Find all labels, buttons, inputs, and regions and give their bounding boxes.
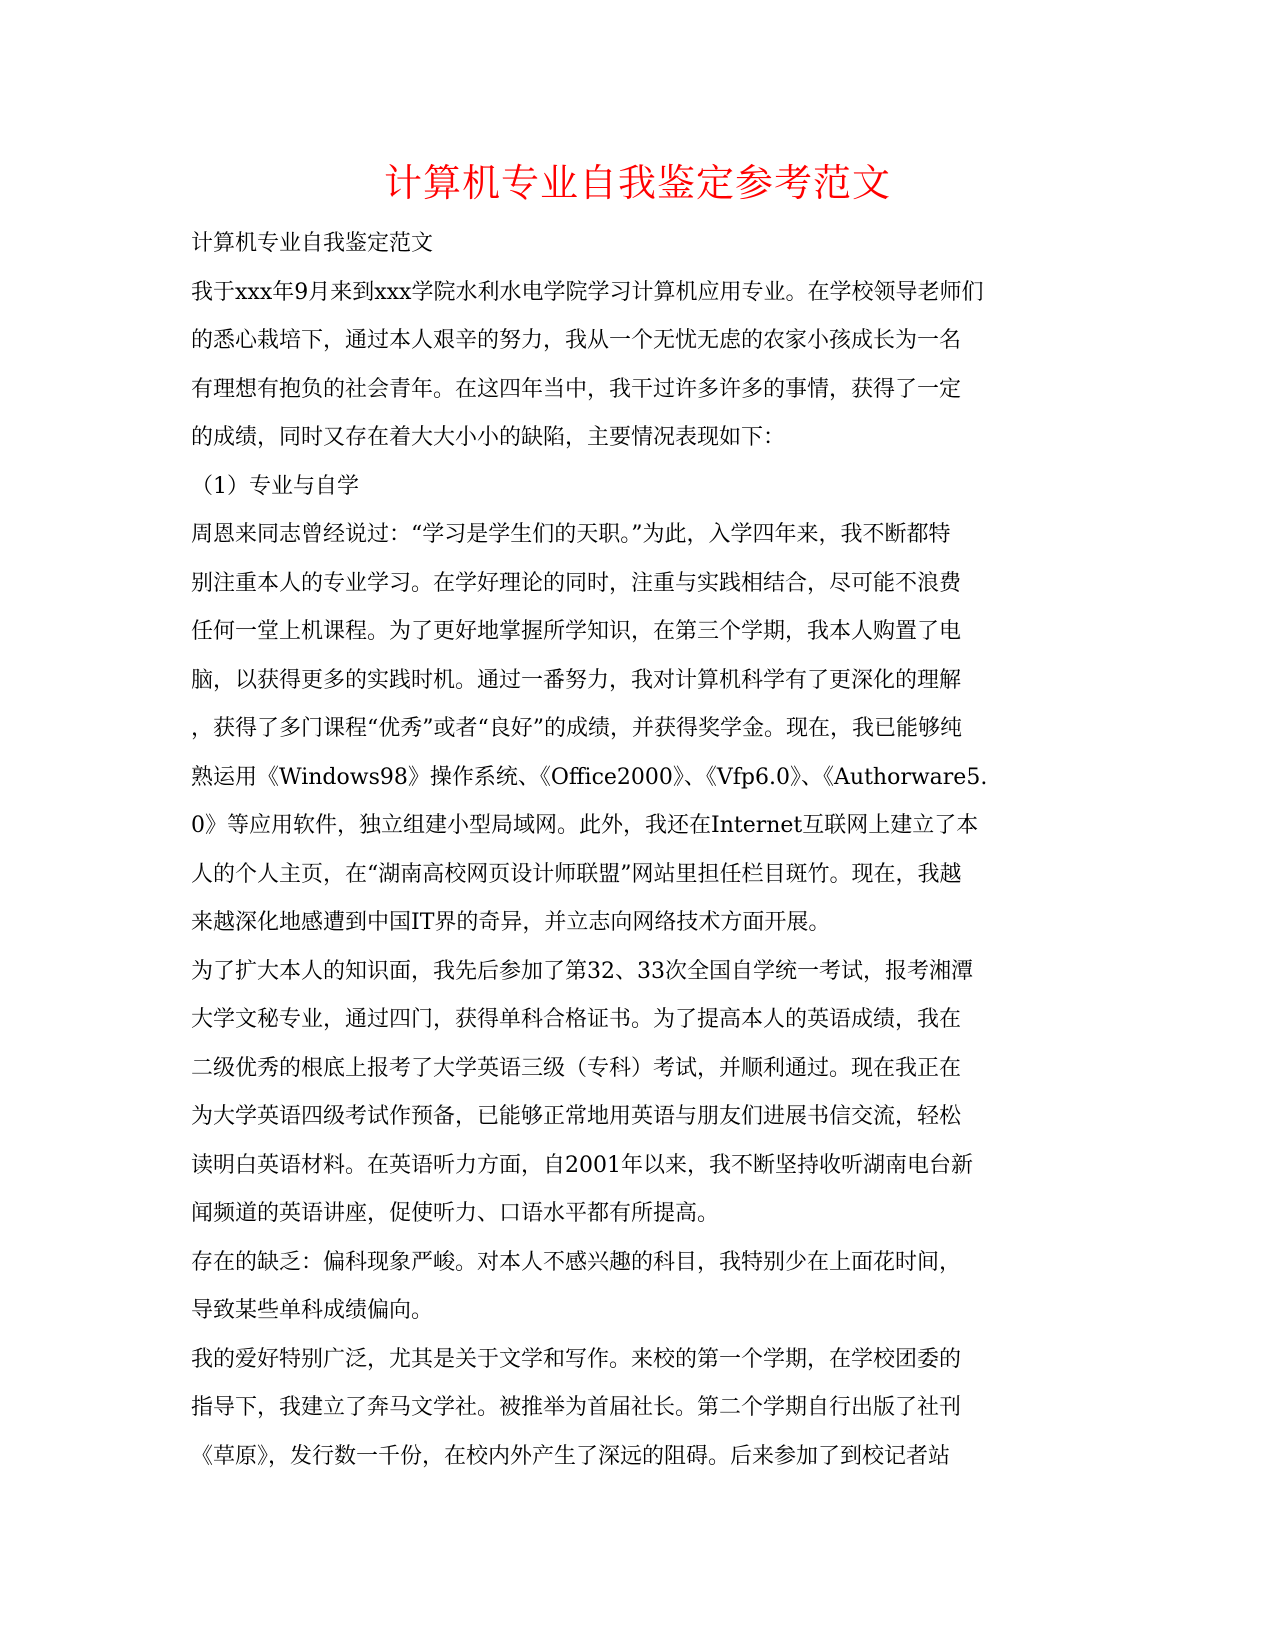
body-line: 0》等应用软件，独立组建小型局域网。此外，我还在Internet互联网上建立了本 [191,813,979,838]
body-line: 有理想有抱负的社会青年。在这四年当中，我干过许多许多的事情，获得了一定 [191,376,962,402]
body-line: 来越深化地感遭到中国IT界的奇异，并立志向网络技术方面开展。 [191,910,831,935]
body-line: 指导下，我建立了奔马文学社。被推举为首届社长。第二个学期自行出版了社刊 [191,1395,962,1420]
body-line: 熟运用《Windows98》操作系统、《Office2000》、《Vfp6.0》、《Authorware5. [191,764,988,790]
body-line: 的成绩，同时又存在着大大小小的缺陷，主要情况表现如下： [191,425,786,450]
body-line: 别注重本人的专业学习。在学好理论的同时，注重与实践相结合，尽可能不浪费 [191,570,962,596]
body-line: 计算机专业自我鉴定范文 [191,231,434,256]
body-line: 任何一堂上机课程。为了更好地掌握所学知识，在第三个学期，我本人购置了电 [191,619,962,644]
body-line: 人的个人主页，在“湖南高校网页设计师联盟”网站里担任栏目斑竹。现在，我越 [191,861,962,887]
body-line: 闻频道的英语讲座，促使听力、口语水平都有所提高。 [191,1201,720,1226]
body-line: 导致某些单科成绩偏向。 [191,1298,434,1323]
body-line: 脑，以获得更多的实践时机。通过一番努力，我对计算机科学有了更深化的理解 [191,667,962,693]
body-line: 为了扩大本人的知识面，我先后参加了第32、33次全国自学统一考试，报考湘潭 [191,958,973,984]
body-line: 我的爱好特别广泛，尤其是关于文学和写作。来校的第一个学期，在学校团委的 [191,1346,962,1372]
section-heading: （1）专业与自学 [191,473,359,499]
body-line: 二级优秀的根底上报考了大学英语三级（专科）考试，并顺利通过。现在我正在 [191,1055,962,1081]
body-line: 的悉心栽培下，通过本人艰辛的努力，我从一个无忧无虑的农家小孩成长为一名 [191,328,962,353]
body-line: 大学文秘专业，通过四门，获得单科合格证书。为了提高本人的英语成绩，我在 [191,1007,962,1032]
document-title: 计算机专业自我鉴定参考范文 [383,161,891,205]
body-line: 为大学英语四级考试作预备，已能够正常地用英语与朋友们进展书信交流，轻松 [191,1104,962,1129]
body-line: 我于xxx年9月来到xxx学院水利水电学院学习计算机应用专业。在学校领导老师们 [191,279,984,305]
body-line: ，获得了多门课程“优秀”或者“良好”的成绩，并获得奖学金。现在，我已能够纯 [191,716,962,741]
body-line: 《草原》，发行数一千份，在校内外产生了深远的阻碍。后来参加了到校记者站 [191,1443,951,1469]
body-line: 周恩来同志曾经说过：“学习是学生们的天职。”为此，入学四年来，我不断都特 [191,522,951,547]
body-line: 存在的缺乏：偏科现象严峻。对本人不感兴趣的科目，我特别少在上面花时间， [191,1249,962,1275]
document-body [191,220,1091,1481]
body-line: 读明白英语材料。在英语听力方面，自2001年以来，我不断坚持收听湖南电台新 [191,1152,973,1178]
